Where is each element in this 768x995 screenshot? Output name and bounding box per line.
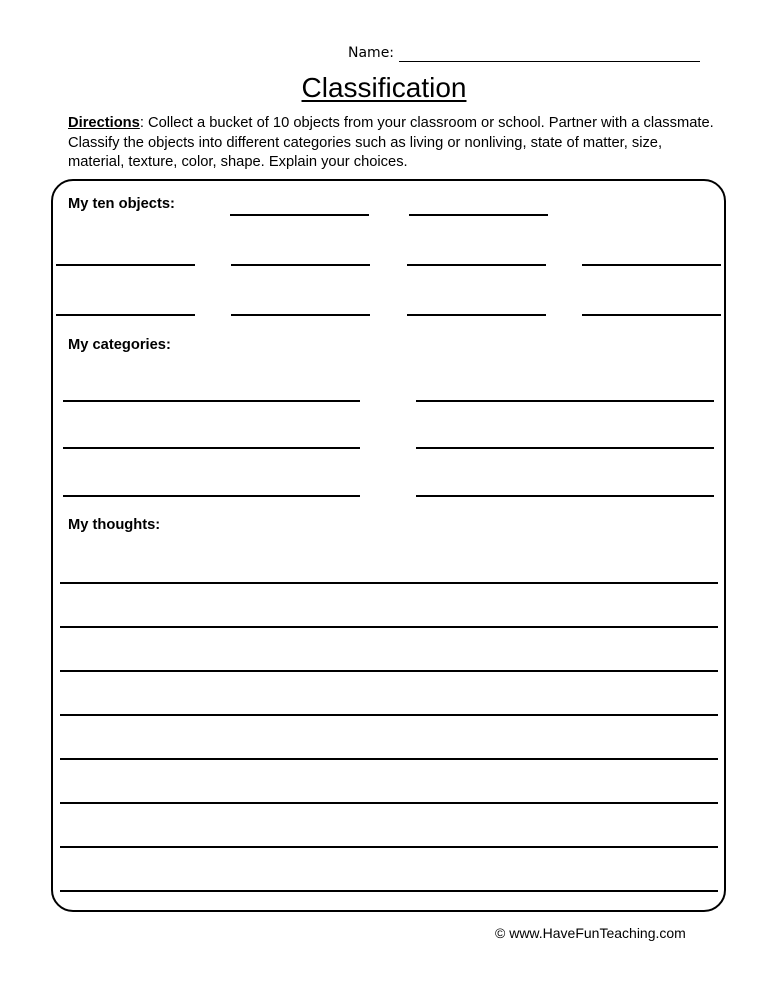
page-title: Classification	[301, 72, 467, 103]
object-line-6[interactable]	[582, 264, 721, 266]
thoughts-heading: My thoughts:	[68, 517, 161, 533]
thought-line-2[interactable]	[60, 626, 718, 628]
thought-line-5[interactable]	[60, 758, 718, 760]
object-line-4[interactable]	[231, 264, 370, 266]
categories-heading: My categories:	[68, 337, 171, 353]
thought-line-4[interactable]	[60, 714, 718, 716]
copyright-footer: © www.HaveFunTeaching.com	[495, 925, 686, 941]
name-label: Name:	[348, 45, 395, 61]
object-line-10[interactable]	[582, 314, 721, 316]
thought-line-7[interactable]	[60, 846, 718, 848]
directions-paragraph	[68, 114, 718, 173]
object-line-1[interactable]	[230, 214, 369, 216]
thought-line-3[interactable]	[60, 670, 718, 672]
category-line-5[interactable]	[63, 495, 360, 497]
category-line-4[interactable]	[416, 447, 714, 449]
objects-heading: My ten objects:	[68, 196, 175, 212]
name-field[interactable]	[399, 61, 700, 62]
object-line-8[interactable]	[231, 314, 370, 316]
category-line-2[interactable]	[416, 400, 714, 402]
thought-line-1[interactable]	[60, 582, 718, 584]
directions-text: : Collect a bucket of 10 objects from your classroom or school. Partner with a classmate. Classify the objects into different categories such as living or nonliving, state of matter, size, material, texture, color, shape. Explain your choices.	[68, 115, 714, 170]
object-line-3[interactable]	[56, 264, 195, 266]
object-line-7[interactable]	[56, 314, 195, 316]
thought-line-8[interactable]	[60, 890, 718, 892]
thought-line-6[interactable]	[60, 802, 718, 804]
object-line-2[interactable]	[409, 214, 548, 216]
category-line-1[interactable]	[63, 400, 360, 402]
category-line-6[interactable]	[416, 495, 714, 497]
object-line-9[interactable]	[407, 314, 546, 316]
object-line-5[interactable]	[407, 264, 546, 266]
category-line-3[interactable]	[63, 447, 360, 449]
directions-label: Directions	[68, 115, 140, 131]
